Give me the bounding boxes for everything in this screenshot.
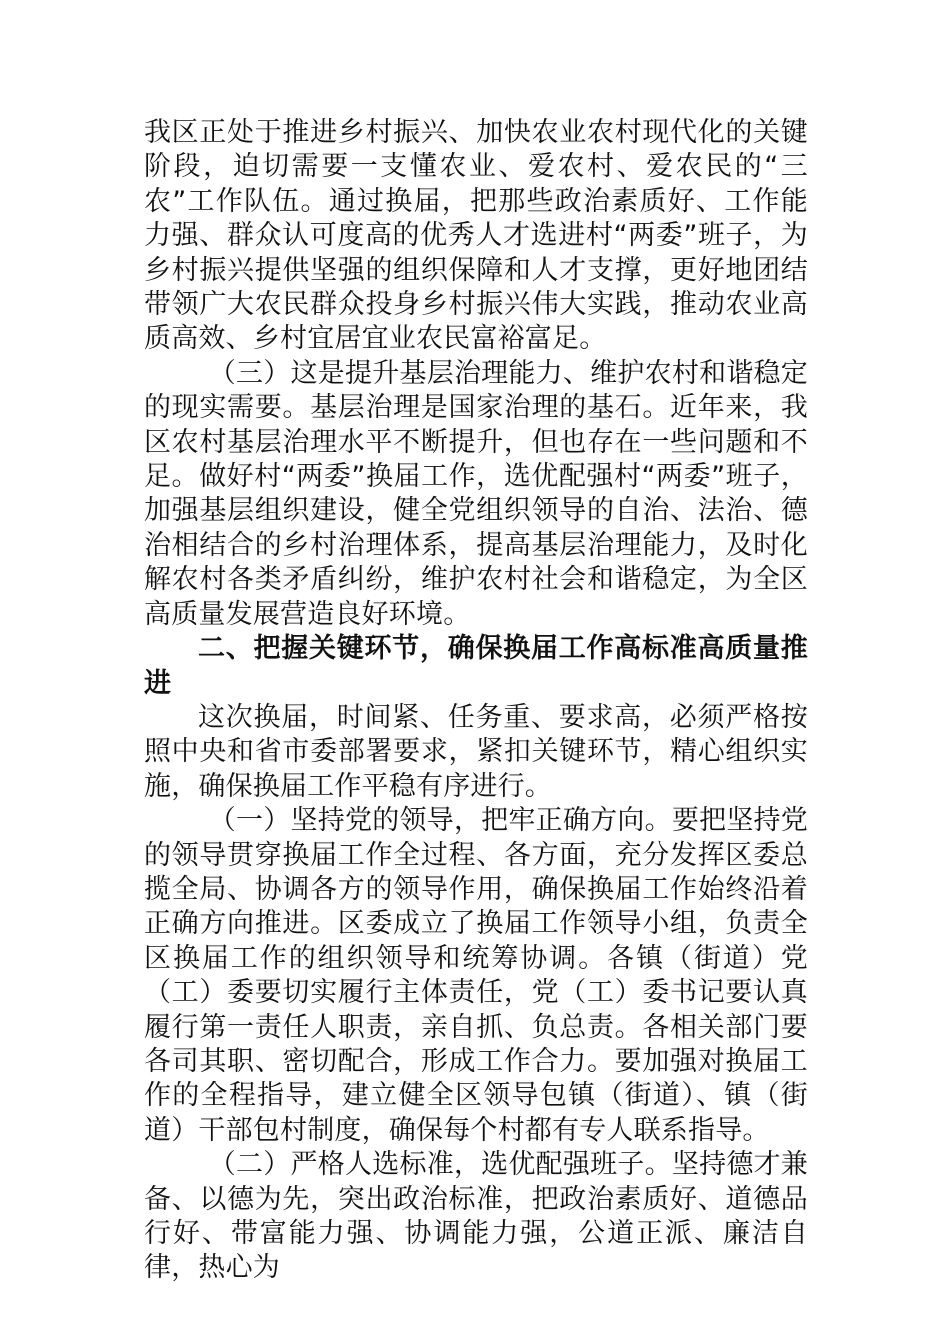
document-page xyxy=(144,116,808,1286)
paragraph-election-requirements: 这次换届，时间紧、任务重、要求高，必须严格按照中央和省市委部署要求，紧扣关键环节，精心组织实施，确保换届工作平稳有序进行。 xyxy=(144,701,808,802)
section-heading-key-links: 二、把握关键环节，确保换届工作高标准高质量推进 xyxy=(144,633,808,699)
paragraph-party-leadership: （一）坚持党的领导，把牢正确方向。要把坚持党的领导贯穿换届工作全过程、各方面，充分发挥区委总揽全局、协调各方的领导作用，确保换届工作始终沿着正确方向推进。区委成立了换届工作领导小组，负责全区换届工作的组织领导和统筹协调。各镇（街道）党（工）委要切实履行主体责任，党（工）委书记要认真履行第一责任人职责，亲自抓、负总责。各相关部门要各司其职、密切配合，形成工作合力。要加强对换届工作的全程指导，建立健全区领导包镇（街道）、镇（街道）干部包村制度，确保每个村都有专人联系指导。 xyxy=(144,805,808,1146)
paragraph-candidate-standards: （二）严格人选标准，选优配强班子。坚持德才兼备、以德为先，突出政治标准，把政治素质好、道德品行好、带富能力强、协调能力强，公道正派、廉洁自律，热心为 xyxy=(144,1149,808,1284)
paragraph-rural-revitalization: 我区正处于推进乡村振兴、加快农业农村现代化的关键阶段，迫切需要一支懂农业、爱农村、爱农民的“三农”工作队伍。通过换届，把那些政治素质好、工作能力强、群众认可度高的优秀人才选进村“两委”班子，为乡村振兴提供坚强的组织保障和人才支撑，更好地团结带领广大农民群众投身乡村振兴伟大实践，推动农业高质高效、乡村宜居宜业农民富裕富足。 xyxy=(144,117,808,355)
paragraph-governance-need: （三）这是提升基层治理能力、维护农村和谐稳定的现实需要。基层治理是国家治理的基石。近年来，我区农村基层治理水平不断提升，但也存在一些问题和不足。做好村“两委”换届工作，选优配强村“两委”班子，加强基层组织建设，健全党组织领导的自治、法治、德治相结合的乡村治理体系，提高基层治理能力，及时化解农村各类矛盾纠纷，维护农村社会和谐稳定，为全区高质量发展营造良好环境。 xyxy=(144,357,808,630)
